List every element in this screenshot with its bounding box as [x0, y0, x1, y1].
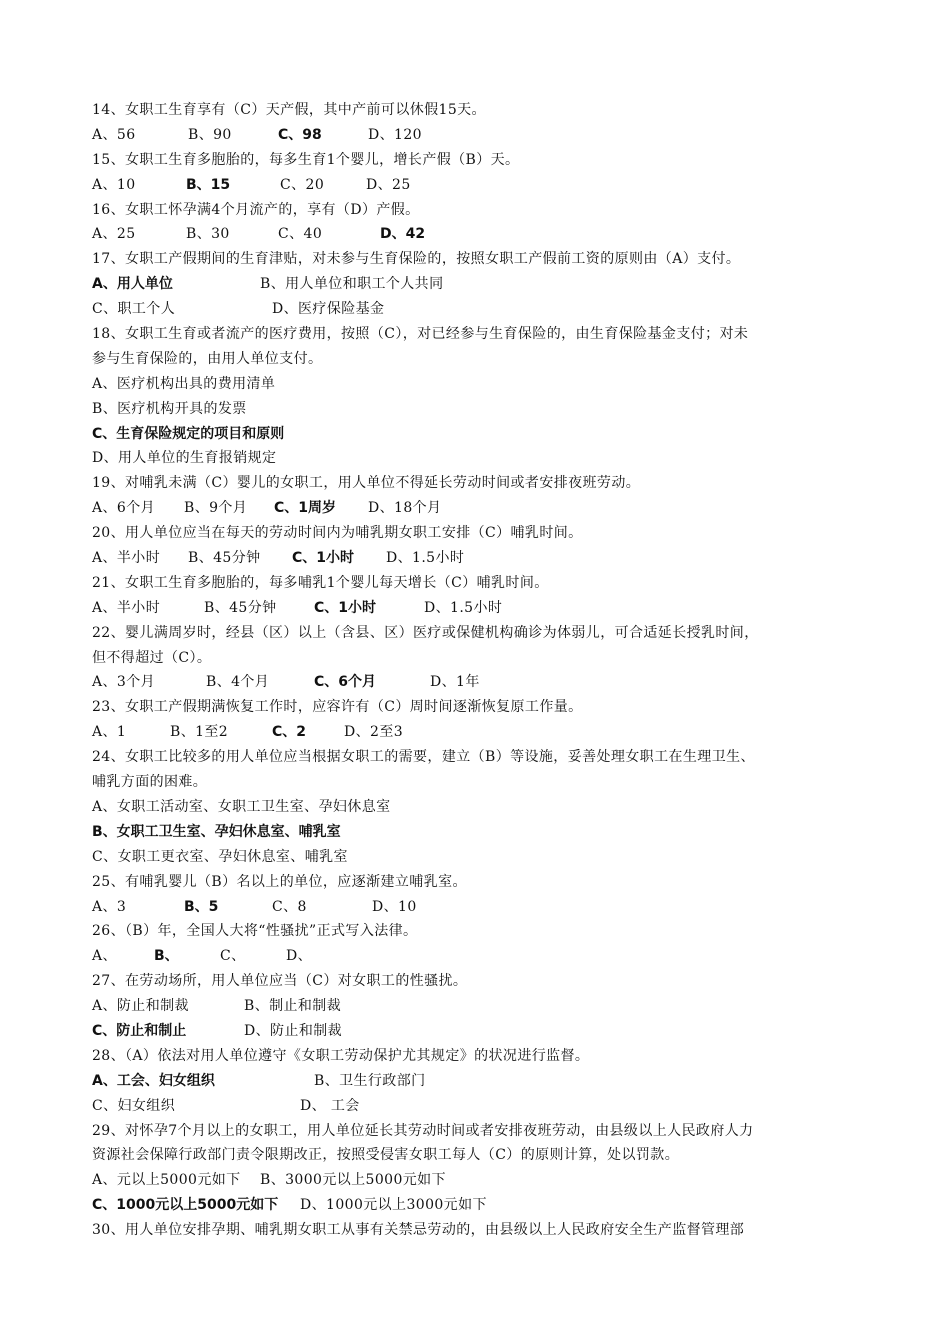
- option: A、半小时: [92, 599, 161, 616]
- option: B、9个月: [184, 500, 248, 517]
- option: D、1000元以上3000元如下: [300, 1197, 487, 1214]
- text-line: [92, 222, 872, 247]
- option: B、用人单位和职工个人共同: [260, 276, 444, 293]
- document-page: [92, 98, 872, 1243]
- text-line: [92, 670, 872, 695]
- option: A、防止和制裁: [92, 998, 189, 1015]
- option: A、25: [92, 226, 136, 243]
- option: D、1.5小时: [386, 550, 465, 567]
- text-line: C、女职工更衣室、孕妇休息室、哺乳室: [92, 848, 348, 865]
- text-line: B、医疗机构开具的发票: [92, 400, 247, 417]
- answer-option: C、98: [278, 126, 322, 143]
- text-line: 17、女职工产假期间的生育津贴，对未参与生育保险的，按照女职工产假前工资的原则由（A）支付。: [92, 251, 741, 268]
- text-line: A、医疗机构出具的费用清单: [92, 375, 276, 392]
- text-line: 27、在劳动场所，用人单位应当（C）对女职工的性骚扰。: [92, 973, 468, 990]
- option: D、25: [366, 176, 411, 193]
- text-line: 20、用人单位应当在每天的劳动时间内为哺乳期女职工安排（C）哺乳时间。: [92, 525, 583, 542]
- text-line: [92, 297, 872, 322]
- text-line: 但不得超过（C）。: [92, 649, 212, 666]
- option: B、制止和制裁: [244, 998, 342, 1015]
- text-line: 24、女职工比较多的用人单位应当根据女职工的需要，建立（B）等设施，妥善处理女职工在生理卫生、: [92, 749, 755, 766]
- text-line: 16、女职工怀孕满4个月流产的，享有（D）产假。: [92, 201, 420, 218]
- text-line: 30、用人单位安排孕期、哺乳期女职工从事有关禁忌劳动的，由县级以上人民政府安全生产监督管理部: [92, 1222, 745, 1239]
- option: C、: [220, 948, 246, 965]
- option: C、8: [272, 898, 307, 915]
- option: A、3个月: [92, 674, 156, 691]
- answer-option: C、1小时: [292, 550, 355, 567]
- option: D、医疗保险基金: [272, 301, 385, 318]
- answer-option: B、: [154, 948, 179, 965]
- text-line: [92, 994, 872, 1019]
- option: A、元以上5000元如下: [92, 1172, 241, 1189]
- text-line: 19、对哺乳未满（C）婴儿的女职工，用人单位不得延长劳动时间或者安排夜班劳动。: [92, 475, 641, 492]
- option: D、 工会: [300, 1097, 360, 1114]
- text-line: 18、女职工生育或者流产的医疗费用，按照（C），对已经参与生育保险的，由生育保险基金支付；对未: [92, 326, 749, 343]
- option: B、4个月: [206, 674, 270, 691]
- text-line: [92, 944, 872, 969]
- option: B、卫生行政部门: [314, 1072, 426, 1089]
- answer-option: A、用人单位: [92, 276, 173, 293]
- text-line: 14、女职工生育享有（C）天产假，其中产前可以休假15天。: [92, 102, 486, 118]
- option: C、20: [280, 176, 325, 193]
- text-line: [92, 1193, 872, 1218]
- text-line: 28、（A）依法对用人单位遵守《女职工劳动保护尤其规定》的状况进行监督。: [92, 1047, 590, 1064]
- answer-option: C、6个月: [314, 674, 377, 691]
- option: D、1.5小时: [424, 599, 503, 616]
- option: A、6个月: [92, 500, 156, 517]
- answer-option: B、5: [184, 898, 219, 915]
- answer-option: A、工会、妇女组织: [92, 1072, 215, 1089]
- text-line: 25、有哺乳婴儿（B）名以上的单位，应逐渐建立哺乳室。: [92, 873, 467, 890]
- option: B、30: [186, 226, 230, 243]
- option: B、45分钟: [188, 550, 261, 567]
- option: B、45分钟: [204, 599, 277, 616]
- option: D、防止和制裁: [244, 1022, 343, 1039]
- option: B、3000元以上5000元如下: [260, 1172, 446, 1189]
- text-line: 23、女职工产假期满恢复工作时，应容许有（C）周时间逐渐恢复原工作量。: [92, 699, 583, 716]
- option: D、120: [368, 126, 422, 143]
- answer-option: D、42: [380, 226, 426, 243]
- text-line: [92, 173, 872, 198]
- option: C、职工个人: [92, 301, 176, 318]
- text-line: [92, 123, 872, 148]
- text-line: [92, 496, 872, 521]
- text-line: C、生育保险规定的项目和原则: [92, 425, 285, 442]
- text-line: 21、女职工生育多胞胎的，每多哺乳1个婴儿每天增长（C）哺乳时间。: [92, 574, 549, 591]
- answer-option: C、防止和制止: [92, 1022, 187, 1039]
- option: D、: [286, 948, 313, 965]
- text-line: [92, 1094, 872, 1119]
- option: A、1: [92, 724, 127, 741]
- text-line: [92, 720, 872, 745]
- text-line: [92, 1019, 872, 1044]
- answer-option: C、2: [272, 724, 307, 741]
- option: C、40: [278, 226, 323, 243]
- text-line: 26、（B）年，全国人大将“性骚扰”正式写入法律。: [92, 923, 418, 940]
- text-line: A、女职工活动室、女职工卫生室、孕妇休息室: [92, 798, 391, 815]
- text-line: [92, 895, 872, 920]
- text-line: [92, 272, 872, 297]
- text-line: [92, 596, 872, 621]
- option: A、56: [92, 126, 136, 143]
- option: A、半小时: [92, 550, 161, 567]
- option: A、3: [92, 898, 127, 915]
- answer-option: C、1周岁: [274, 500, 337, 517]
- text-line: 29、对怀孕7个月以上的女职工，用人单位延长其劳动时间或者安排夜班劳动，由县级以上人民政府人力: [92, 1122, 754, 1139]
- answer-option: C、1000元以上5000元如下: [92, 1197, 279, 1214]
- option: B、1至2: [170, 724, 229, 741]
- text-line: B、女职工卫生室、孕妇休息室、哺乳室: [92, 823, 341, 840]
- option: D、2至3: [344, 724, 404, 741]
- option: A、10: [92, 176, 136, 193]
- text-line: [92, 546, 872, 571]
- answer-option: B、15: [186, 176, 231, 193]
- option: D、1年: [430, 674, 480, 691]
- text-line: 资源社会保障行政部门责令限期改正，按照受侵害女职工每人（C）的原则计算，处以罚款。: [92, 1147, 680, 1164]
- option: C、妇女组织: [92, 1097, 176, 1114]
- text-line: 15、女职工生育多胞胎的，每多生育1个婴儿，增长产假（B）天。: [92, 151, 520, 168]
- answer-option: C、1小时: [314, 599, 377, 616]
- text-line: 参与生育保险的，由用人单位支付。: [92, 350, 323, 367]
- text-line: D、用人单位的生育报销规定: [92, 450, 277, 467]
- text-line: [92, 1069, 872, 1094]
- option: D、18个月: [368, 500, 442, 517]
- text-line: 22、婴儿满周岁时，经县（区）以上（含县、区）医疗或保健机构确诊为体弱儿，可合适延长授乳时间，: [92, 624, 759, 641]
- text-line: [92, 1168, 872, 1193]
- option: B、90: [188, 126, 232, 143]
- option: D、10: [372, 898, 417, 915]
- option: A、: [92, 948, 117, 965]
- text-line: 哺乳方面的困难。: [92, 774, 208, 791]
